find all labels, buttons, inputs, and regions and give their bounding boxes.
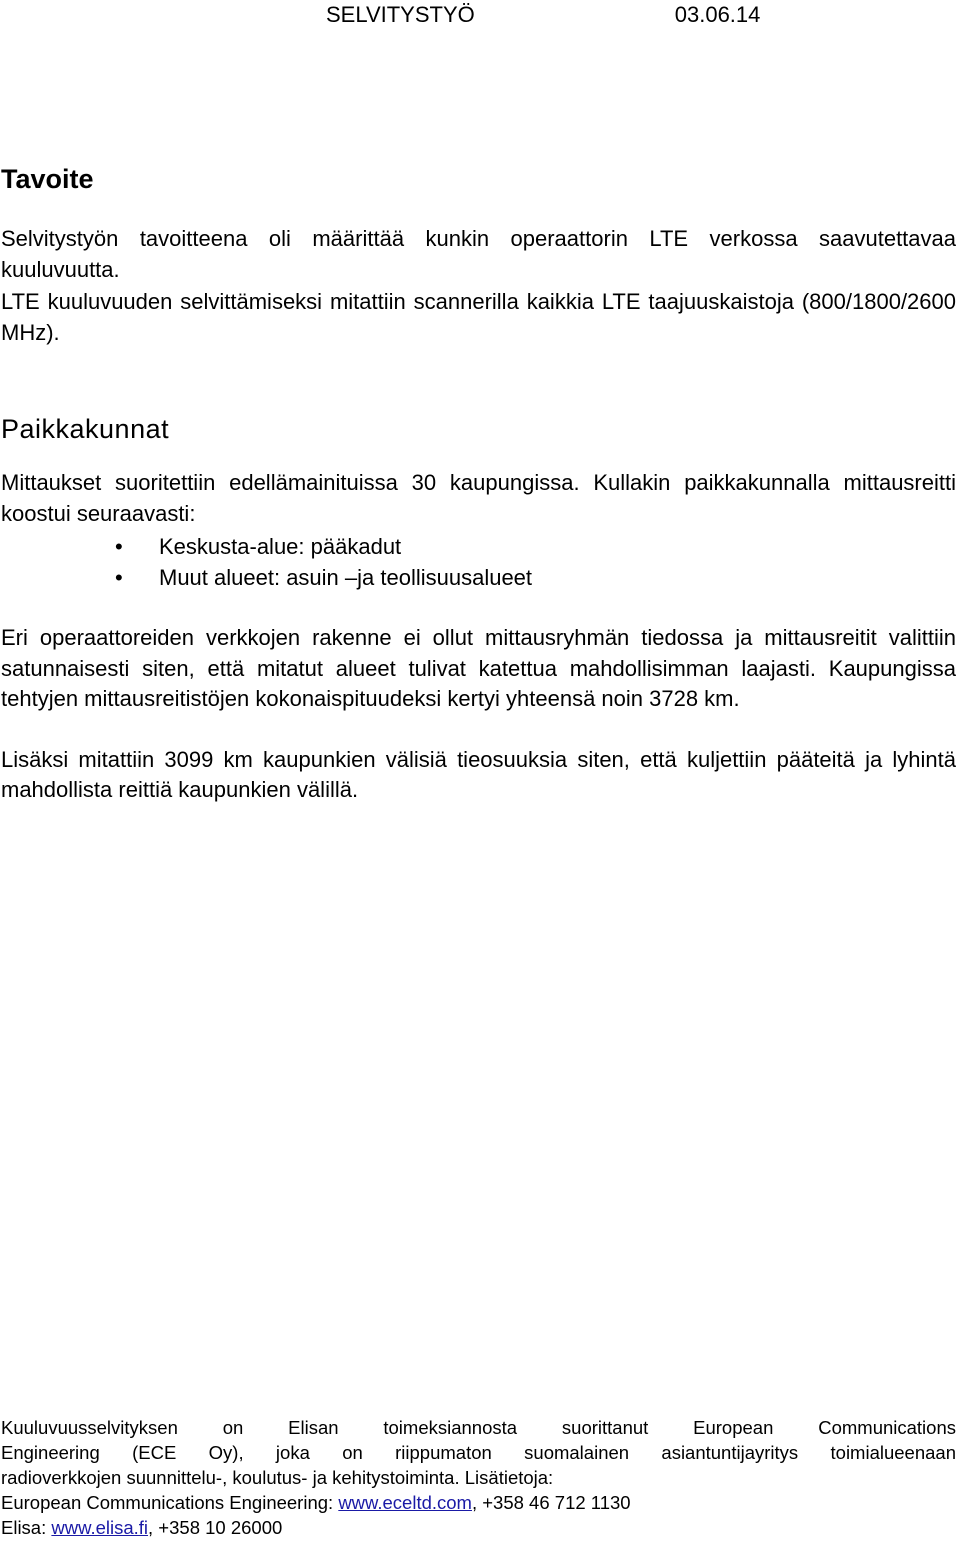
list-item [1,562,956,593]
page-footer [1,1415,956,1540]
locations-paragraph-1: Mittaukset suoritettiin edellämainituissa 30 kaupungissa. Kullakin paikkakunnalla mittausreitti koostui seuraavasti: [1,470,956,526]
ece-label: European Communications Engineering: [1,1492,339,1513]
list-item [1,531,956,562]
ece-phone: , +358 46 712 1130 [471,1492,631,1513]
elisa-website-link[interactable]: www.elisa.fi [51,1517,149,1538]
ece-website-link[interactable]: www.eceltd.com [338,1492,472,1513]
footer-ece-contact [1,1490,956,1515]
bullet-text: Muut alueet: asuin –ja teollisuusalueet [159,565,533,590]
locations-paragraph-2: Eri operaattoreiden verkkojen rakenne ei ollut mittausryhmän tiedossa ja mittausreitit valittiin satunnaisesti siten, että mitatut alueet tulivat katettua mahdollisimman laajasti. Kaupungissa tehtyjen mittausreitistöjen kokonaispituudeksi kertyi yhteensä noin 3728 km. [1,625,956,711]
elisa-phone: , +358 10 26000 [148,1517,283,1538]
goal-paragraph-2: LTE kuuluvuuden selvittämiseksi mitattiin scannerilla kaikkia LTE taajuuskaistoja (800/1800/2600 MHz). [1,289,956,345]
document-title: SELVITYSTYÖ [326,2,475,27]
locations-heading: Paikkakunnat [1,414,170,444]
goal-heading: Tavoite [1,164,94,194]
route-bullet-list [1,531,956,593]
locations-paragraph-3: Lisäksi mitattiin 3099 km kaupunkien välisiä tieosuuksia siten, että kuljettiin pääteitä ja lyhintä mahdollista reittiä kaupunkien välillä. [1,746,956,802]
footer-elisa-contact [1,1515,956,1540]
footer-line-3: radioverkkojen suunnittelu-, koulutus- ja kehitystoiminta. Lisätietoja: [1,1467,554,1488]
bullet-icon: • [115,565,123,590]
goal-paragraph-1: Selvitystyön tavoitteena oli määrittää kunkin operaattorin LTE verkossa saavutettavaa kuuluvuutta. [1,226,956,282]
elisa-label: Elisa: [1,1517,52,1538]
document-date: 03.06.14 [674,2,761,27]
footer-line-1: Kuuluvuusselvityksen on Elisan toimeksiannosta suorittanut European Communications [1,1417,956,1438]
bullet-text: Keskusta-alue: pääkadut [159,534,402,559]
bullet-icon: • [115,534,123,559]
document-body [1,160,956,836]
footer-line-2: Engineering (ECE Oy), joka on riippumaton suomalainen asiantuntijayritys toimialueenaan [1,1442,956,1463]
page-header [326,0,760,30]
